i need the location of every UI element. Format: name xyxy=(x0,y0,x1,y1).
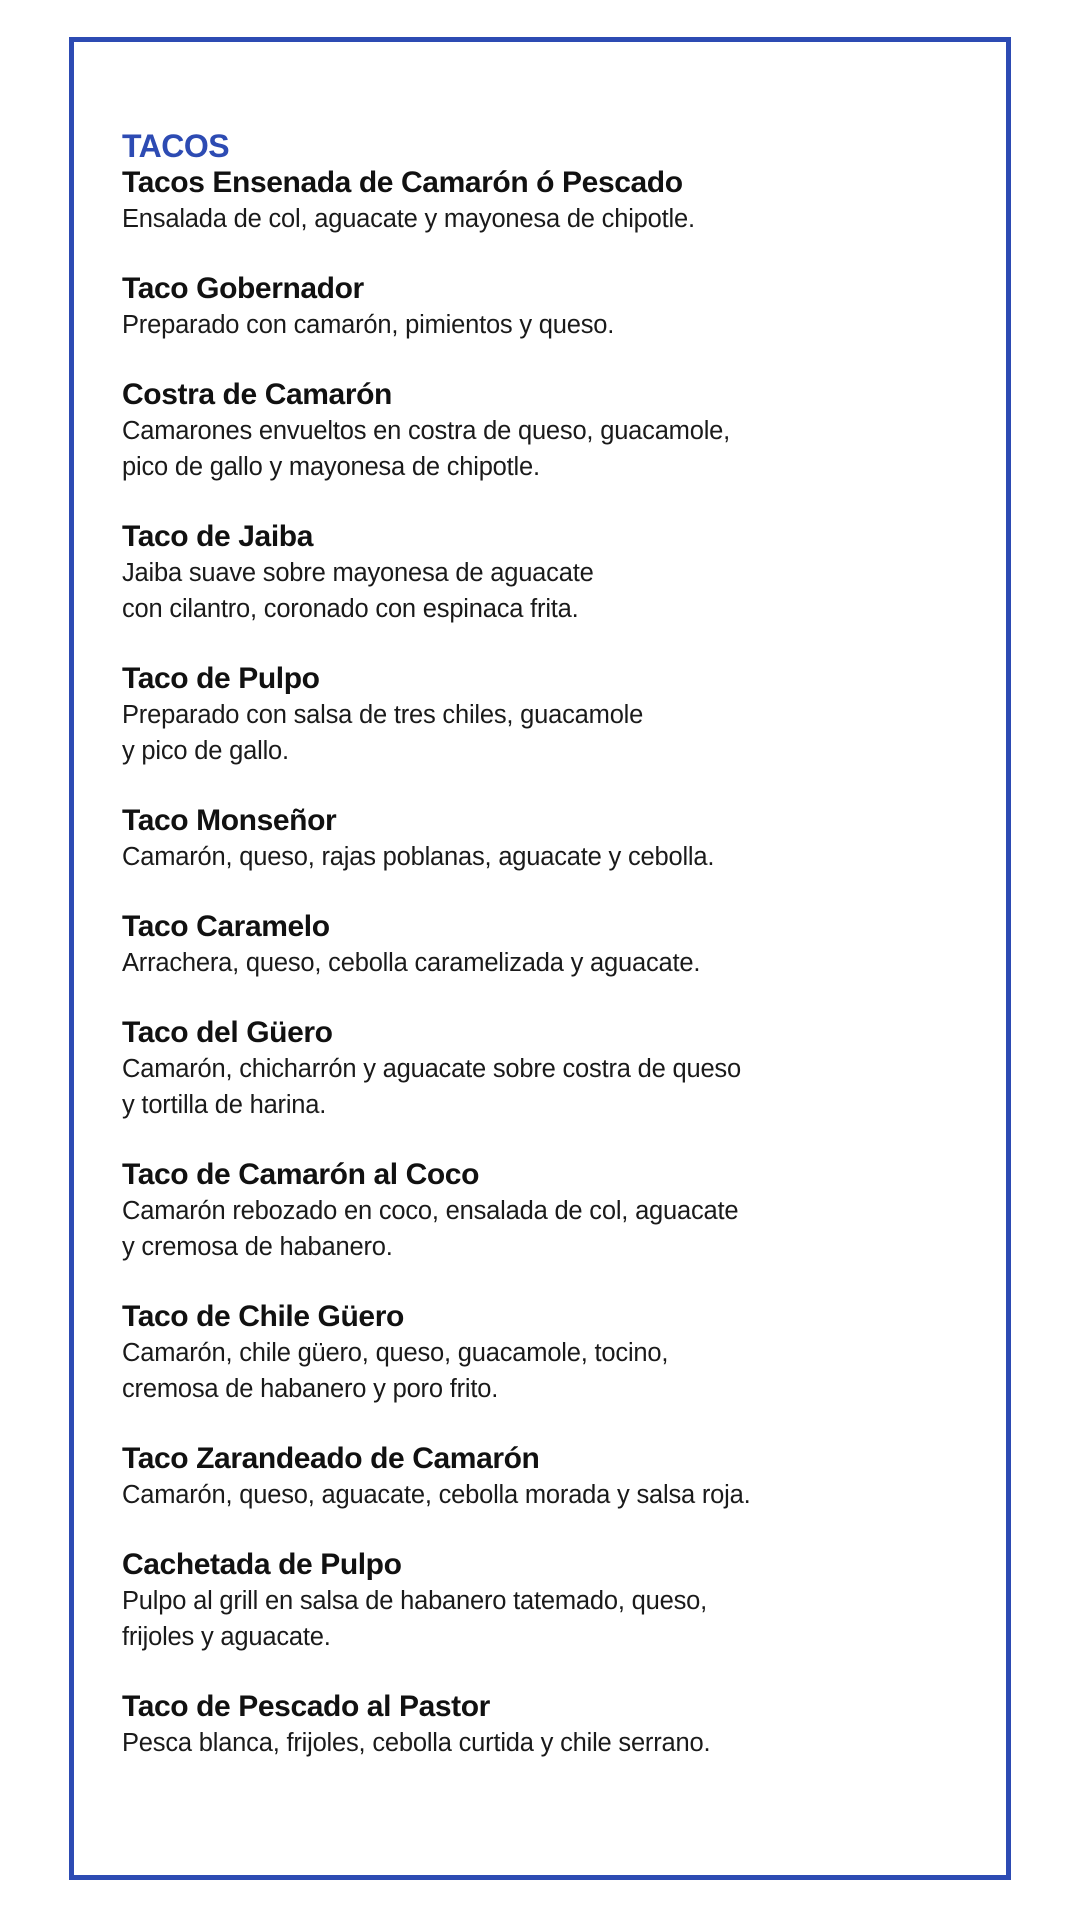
item-name: Tacos Ensenada de Camarón ó Pescado xyxy=(122,166,683,199)
menu-item xyxy=(122,377,942,485)
menu-item xyxy=(122,1015,942,1123)
menu-item xyxy=(122,1441,942,1513)
menu-item xyxy=(122,1299,942,1407)
item-description: Camarón, queso, aguacate, cebolla morada y salsa roja. xyxy=(122,1481,751,1509)
item-description: Camarón, chile güero, queso, guacamole, tocino, cremosa de habanero y poro frito. xyxy=(122,1339,669,1403)
item-name: Taco de Chile Güero xyxy=(122,1300,404,1333)
item-description: Arrachera, queso, cebolla caramelizada y aguacate. xyxy=(122,949,701,977)
menu-item xyxy=(122,1689,942,1761)
menu-list xyxy=(122,165,942,1761)
item-description: Ensalada de col, aguacate y mayonesa de chipotle. xyxy=(122,205,695,233)
item-description: Pulpo al grill en salsa de habanero tatemado, queso, frijoles y aguacate. xyxy=(122,1587,708,1651)
section-title: TACOS xyxy=(122,128,230,164)
item-description: Camarón, chicharrón y aguacate sobre costra de queso y tortilla de harina. xyxy=(122,1055,741,1119)
menu-item xyxy=(122,165,942,237)
item-name: Taco Zarandeado de Camarón xyxy=(122,1442,540,1475)
item-description: Camarones envueltos en costra de queso, guacamole, pico de gallo y mayonesa de chipotle. xyxy=(122,417,731,481)
item-name: Taco de Jaiba xyxy=(122,520,313,553)
item-description: Jaiba suave sobre mayonesa de aguacate con cilantro, coronado con espinaca frita. xyxy=(122,559,594,623)
item-name: Taco del Güero xyxy=(122,1016,333,1049)
item-name: Cachetada de Pulpo xyxy=(122,1548,402,1581)
menu-item xyxy=(122,909,942,981)
menu-item xyxy=(122,661,942,769)
item-description: Camarón rebozado en coco, ensalada de col, aguacate y cremosa de habanero. xyxy=(122,1197,739,1261)
menu-item xyxy=(122,1157,942,1265)
item-description: Preparado con camarón, pimientos y queso. xyxy=(122,311,615,339)
item-description: Camarón, queso, rajas poblanas, aguacate y cebolla. xyxy=(122,843,715,871)
menu-item xyxy=(122,271,942,343)
item-name: Taco de Pulpo xyxy=(122,662,320,695)
menu-section xyxy=(122,128,942,1795)
item-name: Taco de Pescado al Pastor xyxy=(122,1690,490,1723)
item-name: Taco de Camarón al Coco xyxy=(122,1158,479,1191)
menu-item xyxy=(122,519,942,627)
item-description: Pesca blanca, frijoles, cebolla curtida y chile serrano. xyxy=(122,1729,711,1757)
item-description: Preparado con salsa de tres chiles, guacamole y pico de gallo. xyxy=(122,701,644,765)
menu-item xyxy=(122,803,942,875)
item-name: Taco Caramelo xyxy=(122,910,330,943)
item-name: Taco Gobernador xyxy=(122,272,364,305)
menu-item xyxy=(122,1547,942,1655)
item-name: Costra de Camarón xyxy=(122,378,392,411)
item-name: Taco Monseñor xyxy=(122,804,337,837)
